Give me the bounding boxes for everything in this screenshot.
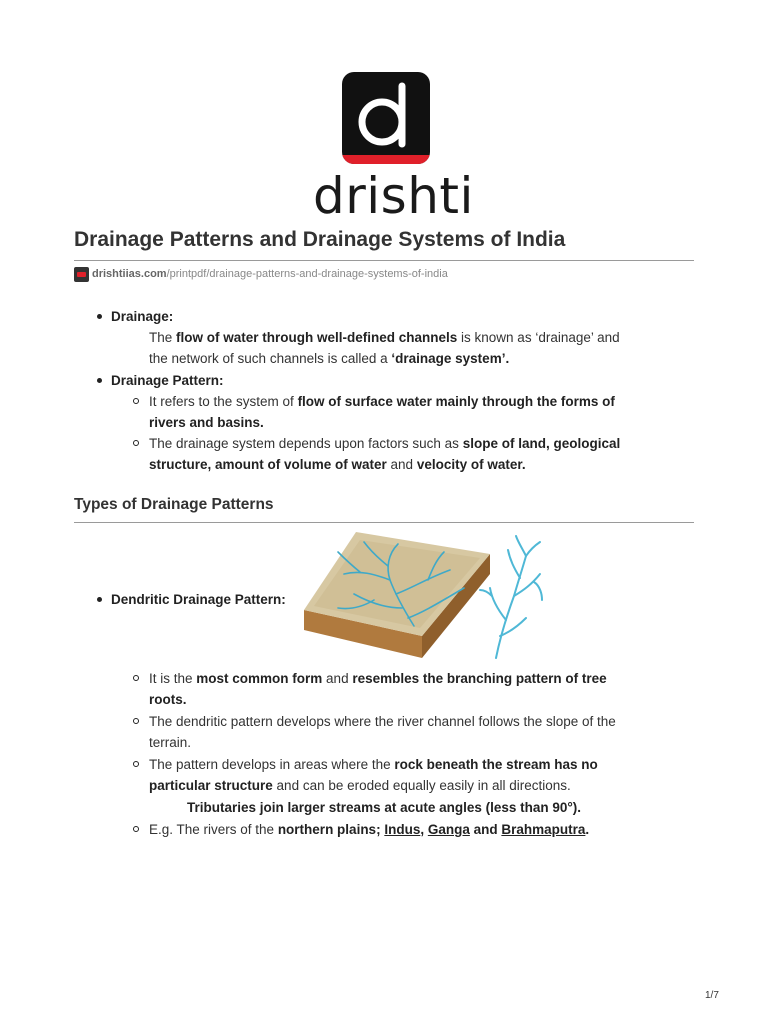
- sub-bullet-icon: [133, 761, 139, 767]
- drainage-heading: Drainage:: [111, 309, 174, 324]
- page-title: Drainage Patterns and Drainage Systems of India: [74, 228, 566, 251]
- source-domain[interactable]: drishtiias.com: [92, 268, 167, 280]
- sub-bullet-icon: [133, 826, 139, 832]
- source-link[interactable]: [74, 266, 448, 282]
- dendritic-pattern-illustration: [304, 530, 544, 662]
- bullet-icon: [97, 314, 102, 319]
- dendritic-point-2-line-1: The dendritic pattern develops where the river channel follows the slope of the: [149, 714, 616, 729]
- pattern-point-1-line-2: rivers and basins.: [149, 415, 264, 430]
- pattern-point-2-line-2: structure, amount of volume of water and velocity of water.: [149, 457, 526, 472]
- sub-bullet-icon: [133, 440, 139, 446]
- drishti-favicon-icon: [74, 267, 89, 282]
- bullet-icon: [97, 597, 102, 602]
- dendritic-point-3-line-3: Tributaries join larger streams at acute angles (less than 90°).: [187, 800, 582, 815]
- pattern-point-2-line-1: The drainage system depends upon factors such as slope of land, geological: [149, 436, 621, 451]
- source-path[interactable]: /printpdf/drainage-patterns-and-drainage-systems-of-india: [166, 268, 448, 280]
- dendritic-point-3-line-1: The pattern develops in areas where the rock beneath the stream has no: [149, 757, 598, 772]
- drainage-line-2: the network of such channels is called a ‘drainage system’.: [149, 351, 510, 366]
- sub-bullet-icon: [133, 398, 139, 404]
- sub-bullet-icon: [133, 675, 139, 681]
- ganga-link[interactable]: Ganga: [427, 822, 470, 837]
- page-number: 1/7: [705, 990, 719, 1001]
- dendritic-point-4: E.g. The rivers of the northern plains; Indus, Ganga and Brahmaputra.: [149, 822, 590, 837]
- drainage-line-1: The flow of water through well-defined channels is known as ‘drainage’ and: [149, 330, 620, 345]
- logo-wordmark: drishti: [313, 167, 474, 225]
- dendritic-point-1-line-2: roots.: [149, 692, 187, 707]
- title-divider: [74, 260, 694, 261]
- pattern-point-1-line-1: It refers to the system of flow of surface water mainly through the forms of: [149, 394, 615, 409]
- sub-bullet-icon: [133, 718, 139, 724]
- drainage-pattern-heading: Drainage Pattern:: [111, 373, 224, 388]
- bullet-icon: [97, 378, 102, 383]
- indus-link[interactable]: Indus: [384, 822, 421, 837]
- types-heading: Types of Drainage Patterns: [74, 496, 274, 513]
- dendritic-point-3-line-2: particular structure and can be eroded equally easily in all directions.: [149, 778, 571, 793]
- dendritic-point-1-line-1: It is the most common form and resembles the branching pattern of tree: [149, 671, 607, 686]
- drishti-logo: [313, 72, 474, 225]
- dendritic-heading: Dendritic Drainage Pattern:: [111, 592, 286, 607]
- drishti-logo-icon: [342, 72, 430, 164]
- dendritic-point-2-line-2: terrain.: [149, 735, 192, 750]
- section-divider: [74, 522, 694, 523]
- brahmaputra-link[interactable]: Brahmaputra: [501, 822, 586, 837]
